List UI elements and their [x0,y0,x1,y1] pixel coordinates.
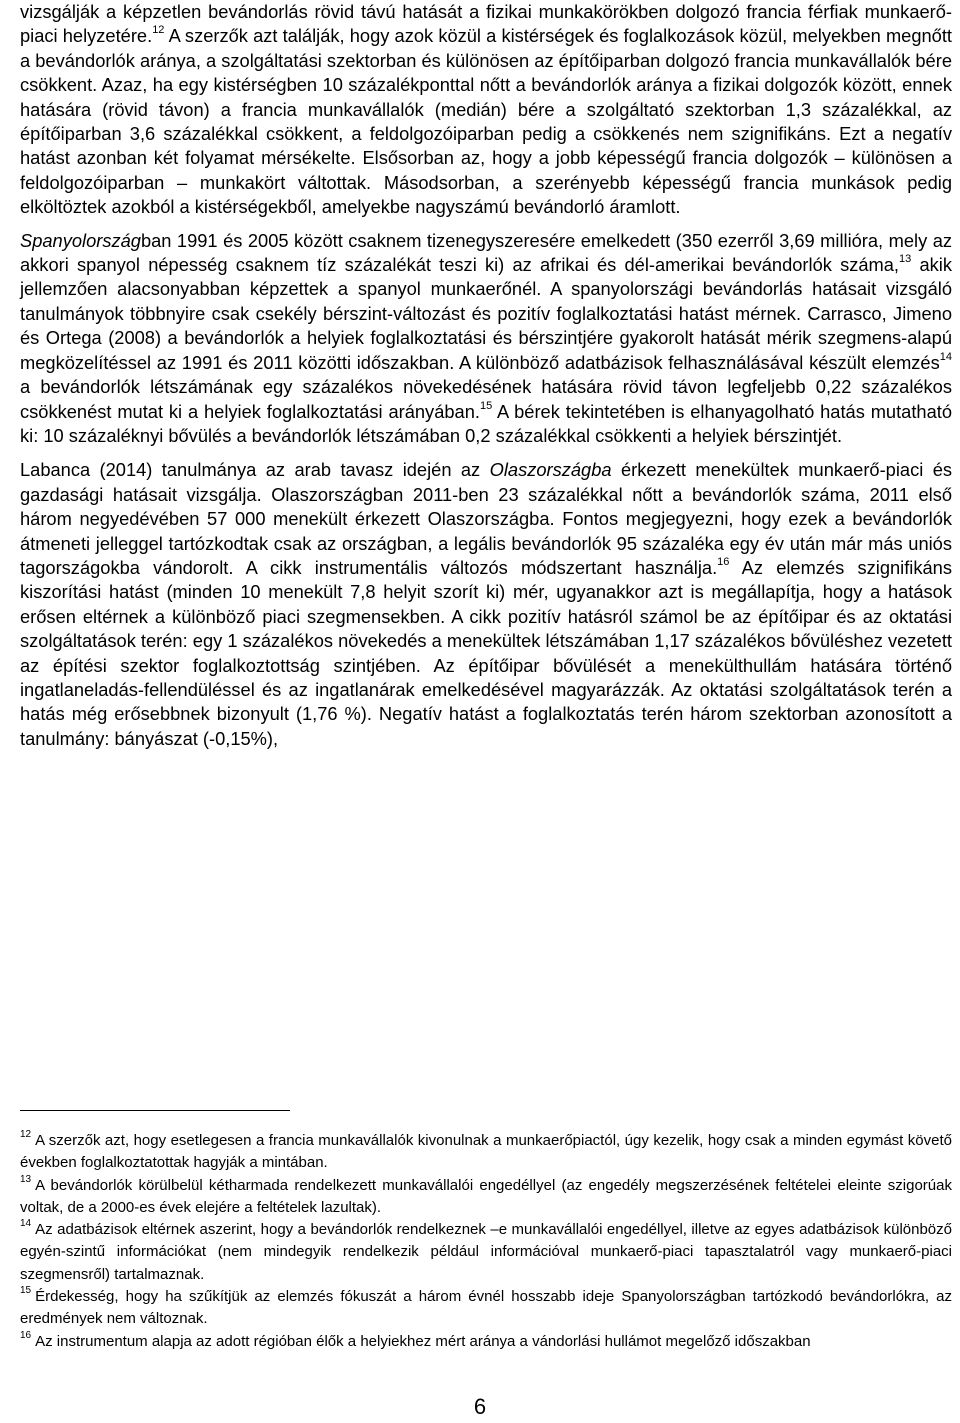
footnote-12 [20,1130,952,1175]
footnote-ref-15: 15 [479,399,493,412]
footnote-ref-14: 14 [939,350,952,363]
footnote-text: Érdekesség, hogy ha szűkítjük az elemzés fókuszát a három évnél hosszabb ideje Spanyolországban tartózkodó bevándorlókra, az eredmények nem változnak. [20,1288,952,1328]
footnote-14 [20,1219,952,1286]
footnote-number: 13 [20,1173,32,1185]
italic-country: Spanyolország [20,229,141,251]
footnote-ref-16: 16 [717,555,730,568]
footnote-text: A bevándorlók körülbelül kétharmada rendelkezett munkavállalói engedéllyel (az engedély megszerzésének feltételei eleinte szigorúak voltak, de a 2000-es évek elejére a feltételek lazultak). [20,1176,952,1216]
footnote-ref-12: 12 [152,24,165,37]
footnotes [20,1130,952,1353]
text: érkezett menekültek munkaerő-piaci és gazdasági hatásait vizsgálja. Olaszországban 2011-ben 23 százalékkal nőtt a bevándorlók száma, 2011 első három negyedévében 57 000 menekült érkezett Olaszországba. Fontos megjegyezni, hogy ezek a bevándorlók átmeneti jelleggel tartózkodtak csak az országban, a legális bevándorlók 95 százaléka egy év után már más uniós tagországokba vándorolt. A cikk instrumentális változós módszertant használja. [20,459,953,578]
text: akik jellemzően alacsonyabban képzettek a spanyol munkaerőnél. A spanyolországi bevándorlás hatásait vizsgáló tanulmányok többnyire csak csekély bérszint-változást és pozitív foglalkoztatási hatást mérnek. Carrasco, Jimeno és Ortega (2008) a bevándorlók a helyiek foglalkoztatási és bérszintjére gyakorolt hatását mérik szegmens-alapú megközelítéssel az 1991 és 2011 közötti időszakban. A különböző adatbázisok felhasználásával készült elemzés [20,254,952,373]
page-number: 6 [473,1394,487,1419]
footnote-16 [20,1331,952,1353]
footnote-text: Az instrumentum alapja az adott régióban élők a helyiekhez mért aránya a vándorlási hullámot megelőző időszakban [35,1332,811,1350]
footnote-separator [20,1110,290,1111]
text: vizsgálják a képzetlen bevándorlás rövid távú hatását a fizikai munkakörökben dolgozó francia férfiak munkaerő-piaci helyzetére. [20,1,952,47]
body-text [20,0,952,751]
footnote-text: Az adatbázisok eltérnek aszerint, hogy a bevándorlók rendelkeznek –e munkavállalói engedéllyel, illetve az egyes adatbázisok különböző egyén-szintű információkat (nem mindegyik rendelkezik például információval munkaerő-piaci tapasztalatról vagy munkaerő-piaci szegmensről) tartalmaznak. [20,1221,952,1283]
italic-country: Olaszországba [489,459,612,481]
footnote-number: 12 [20,1129,32,1140]
footnote-ref-13: 13 [899,253,912,266]
footnote-number: 16 [20,1329,32,1341]
footnote-text: A szerzők azt, hogy esetlegesen a francia munkavállalók kivonulnak a munkaerőpiactól, úgy kezelik, hogy csak a minden egymást követő években foglalkoztatottak hagyják a mintában. [20,1132,952,1172]
text: A bérek tekintetében is elhanyagolható hatás mutatható ki: 10 százaléknyi bővülés a bevándorlók létszámában 0,2 százalékkal csökkenti a helyiek bérszintjét. [20,400,952,446]
text: a bevándorlók létszámának egy százalékos növekedésének hatására rövid távon legfeljebb 0,22 százalékos csökkenést mutat ki a helyiek foglalkoztatási arányában. [20,376,952,422]
text: Labanca (2014) tanulmánya az arab tavasz idején az [20,459,490,481]
paragraph-spain [20,229,952,449]
footnote-number: 14 [20,1218,32,1230]
text: ban 1991 és 2005 között csaknem tizenegyszeresére emelkedett (350 ezerről 3,69 millióra, mely az akkori spanyol népesség csaknem tíz százalékát teszi ki) az afrikai és dél-amerikai bevándorlók száma, [20,229,952,276]
footnote-13 [20,1175,952,1220]
text: A szerzők azt találják, hogy azok közül a kistérségek és foglalkozások közül, melyekben megnőtt a bevándorlók aránya, a szolgáltatási szektorban és különösen az építőiparban dolgozó francia munkavállalók bére csökkent. Azaz, ha egy kistérségben 10 százalékponttal nőtt a bevándorlók aránya a fizikai dolgozók között, ennek hatására (rövid távon) a francia munkavállalók (medián) bére a szolgáltató szektorban 1,3 százalékkal, az építőiparban 3,6 százalékkal csökkent, a feldolgozóiparban pedig a csökkenés nem szignifikáns. Ezt a negatív hatást azonban két folyamat mérsékelte. Elsősorban az, hogy a jobb képességű francia dolgozók – különösen a feldolgozóiparban – munkakört váltottak. Másodsorban, a szerényebb képességű francia munkások pedig elköltöztek azokból a kistérségekből, amelyekbe nagyszámú bevándorló áramlott. [20,25,952,218]
footnote-15 [20,1286,952,1331]
footnote-number: 15 [20,1285,32,1297]
paragraph-italy [20,458,952,751]
paragraph-france [20,0,952,220]
text: Az elemzés szignifikáns kiszorítási hatást (minden 10 menekült 7,8 helyit szorít ki) mér, ugyanakkor azt is megállapítja, hogy a hatások erősen eltérnek a különböző piaci szegmensekben. A cikk pozitív hatásról számol be az építőipar és az oktatási szolgáltatások terén: egy 1 százalékos növekedés a menekültek létszámában 1,17 százalékos bővüléshez vezetett az építési szektor foglalkoztottság szintjében. Az építőipar bővülését a menekülthullám hatására történő ingatlaneladás-fellendüléssel és az ingatlanárak emelkedésével magyarázzák. Az oktatási szolgáltatások terén a hatás még erősebbnek bizonyult (1,76 %). Negatív hatást a foglalkoztatás terén három szektorban azonosított a tanulmány: bányászat (-0,15%), [20,556,952,749]
